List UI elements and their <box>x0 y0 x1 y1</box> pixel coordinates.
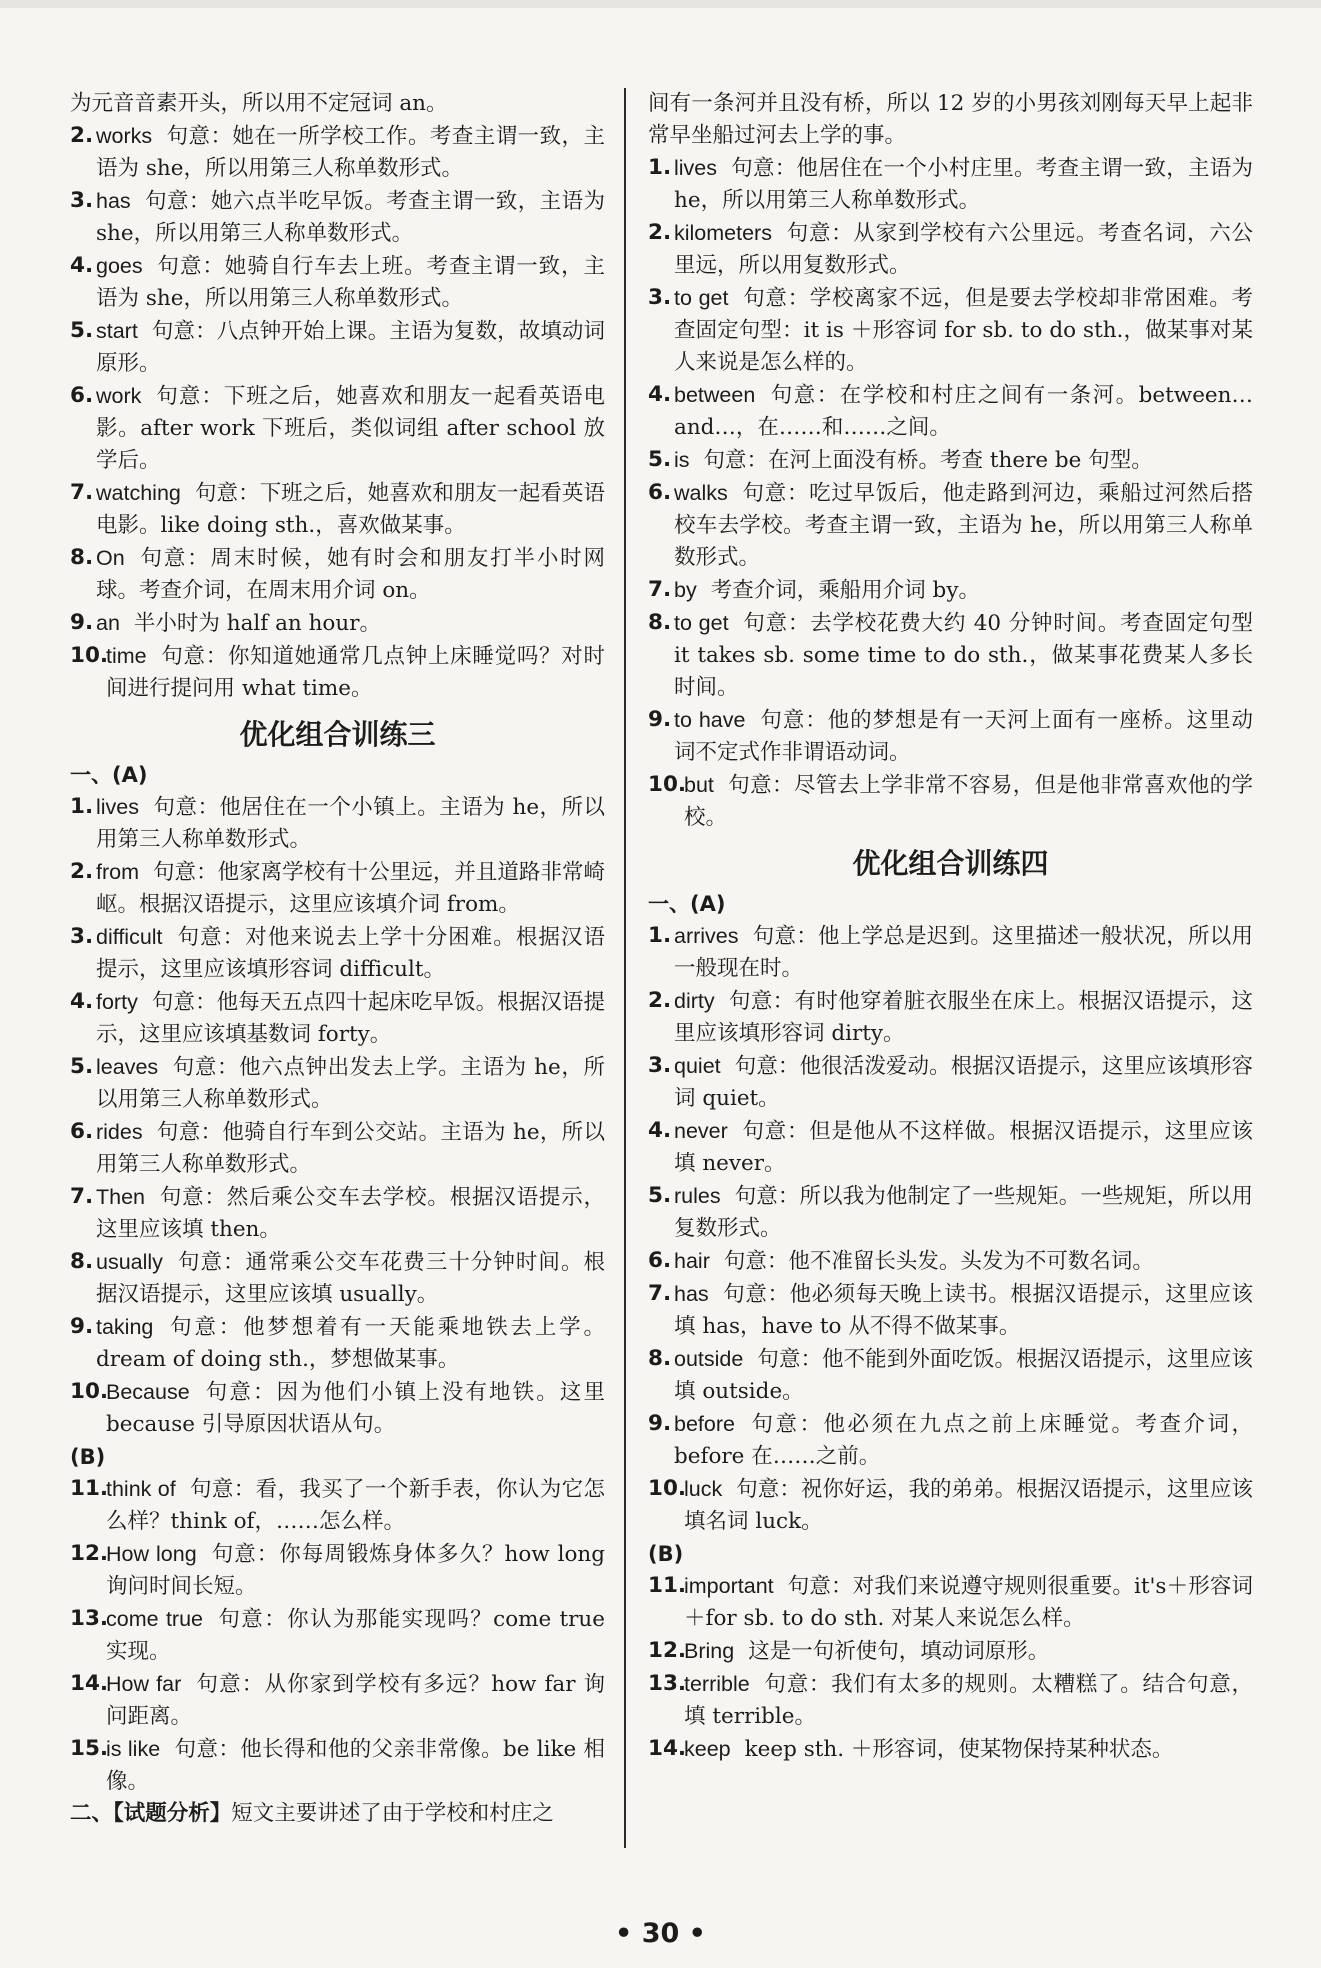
item-explanation: 句意：从你家到学校有多远？how far 询问距离。 <box>106 1672 606 1729</box>
item-number: 1. <box>70 794 94 819</box>
item-explanation: 句意：你知道她通常几点钟上床睡觉吗？对时间进行提问用 what time。 <box>106 644 605 701</box>
item-number: 5. <box>648 447 672 472</box>
item-answer: important <box>684 1574 774 1598</box>
item-number: 10. <box>70 643 109 668</box>
page-top-edge <box>0 0 1321 8</box>
item-answer: works <box>96 124 153 148</box>
answer-item <box>70 120 605 185</box>
answer-item <box>70 1246 605 1311</box>
item-explanation: 句意：她六点半吃早饭。考查主谓一致，主语为 she，所以用第三人称单数形式。 <box>96 189 605 246</box>
page-number: • 30 • <box>615 1918 706 1949</box>
answer-item <box>648 920 1253 985</box>
answer-item <box>648 1343 1253 1408</box>
item-explanation: 句意：去学校花费大约 40 分钟时间。考查固定句型 it takes sb. some time to do sth.，做某事花费某人多长时间。 <box>674 611 1254 700</box>
answer-item <box>70 542 605 607</box>
item-number: 4. <box>70 253 94 278</box>
item-number: 9. <box>648 707 672 732</box>
item-answer: Then <box>96 1185 146 1209</box>
item-explanation: 句意：他骑自行车到公交站。主语为 he，所以用第三人称单数形式。 <box>96 1120 605 1177</box>
answer-list-3a <box>70 791 605 1441</box>
item-answer: Bring <box>684 1639 735 1663</box>
item-answer: to get <box>674 286 729 310</box>
answer-item <box>648 1473 1253 1538</box>
item-answer: quiet <box>674 1054 721 1078</box>
item-explanation: 句意：他家离学校有十公里远，并且道路非常崎岖。根据汉语提示，这里应该填介词 from。 <box>96 860 605 917</box>
item-answer: goes <box>96 254 143 278</box>
item-explanation: 句意：对我们来说遵守规则很重要。it's＋形容词＋for sb. to do sth. 对某人来说怎么样。 <box>684 1574 1253 1631</box>
left-column <box>70 88 605 1830</box>
item-number: 8. <box>648 1346 672 1371</box>
item-explanation: 句意：他每天五点四十起床吃早饭。根据汉语提示，这里应该填基数词 forty。 <box>96 990 605 1047</box>
item-number: 3. <box>70 188 94 213</box>
item-answer: keep <box>684 1737 731 1761</box>
answer-item <box>648 1635 1253 1668</box>
answer-item <box>70 1051 605 1116</box>
item-number: 14. <box>648 1736 687 1761</box>
item-number: 10. <box>648 772 687 797</box>
item-number: 10. <box>648 1476 687 1501</box>
section-b-heading: (B) <box>70 1445 106 1469</box>
item-answer: walks <box>674 481 728 505</box>
answer-item <box>70 1733 605 1798</box>
answer-item <box>648 1115 1253 1180</box>
item-explanation: 考查介词，乘船用介词 by。 <box>710 578 980 603</box>
left-intro-text: 为元音音素开头，所以用不定冠词 an。 <box>70 91 448 116</box>
item-answer: dirty <box>674 989 715 1013</box>
answer-list-3-part2 <box>648 152 1253 834</box>
analysis-paragraph <box>70 1798 605 1830</box>
item-explanation: 句意：看，我买了一个新手表，你认为它怎么样？think of，……怎么样。 <box>106 1477 605 1534</box>
right-intro-text: 间有一条河并且没有桥，所以 12 岁的小男孩刘刚每天早上起非常早坐船过河去上学的事。 <box>648 91 1253 148</box>
item-answer: outside <box>674 1347 744 1371</box>
item-explanation: 这是一句祈使句，填动词原形。 <box>748 1639 1050 1664</box>
answer-item <box>648 282 1253 379</box>
item-answer: to have <box>674 708 746 732</box>
answer-item <box>70 477 605 542</box>
item-answer: come true <box>106 1607 203 1631</box>
analysis-text: 短文主要讲述了由于学校和村庄之 <box>231 1801 554 1826</box>
answer-item <box>648 607 1253 704</box>
item-answer: never <box>674 1119 728 1143</box>
answer-item <box>648 1408 1253 1473</box>
item-answer: usually <box>96 1250 163 1274</box>
item-explanation: 句意：然后乘公交车去学校。根据汉语提示，这里应该填 then。 <box>96 1185 605 1242</box>
item-explanation: 句意：周末时候，她有时会和朋友打半小时网球。考查介词，在周末用介词 on。 <box>96 546 605 603</box>
item-explanation: 句意：他上学总是迟到。这里描述一般状况，所以用一般现在时。 <box>674 924 1253 981</box>
item-number: 10. <box>70 1379 109 1404</box>
item-explanation: 句意：因为他们小镇上没有地铁。这里 because 引导原因状语从句。 <box>106 1380 605 1437</box>
answer-item <box>648 1668 1253 1733</box>
item-explanation: 句意：八点钟开始上课。主语为复数，故填动词原形。 <box>96 319 605 376</box>
item-number: 12. <box>70 1541 109 1566</box>
answer-item <box>648 1245 1253 1278</box>
item-answer: On <box>96 546 125 570</box>
item-explanation: 句意：他的梦想是有一天河上面有一座桥。这里动词不定式作非谓语动词。 <box>674 708 1253 765</box>
item-number: 4. <box>70 989 94 1014</box>
answer-item <box>648 477 1253 574</box>
answer-item <box>70 250 605 315</box>
item-answer: difficult <box>96 925 163 949</box>
item-answer: has <box>96 189 131 213</box>
item-answer: is like <box>106 1737 161 1761</box>
item-answer: is <box>674 448 690 472</box>
answer-item <box>70 791 605 856</box>
item-number: 13. <box>648 1671 687 1696</box>
item-explanation: 句意：他不能到外面吃饭。根据汉语提示，这里应该填 outside。 <box>674 1347 1253 1404</box>
item-number: 6. <box>70 383 94 408</box>
item-explanation: 句意：从家到学校有六公里远。考查名词，六公里远，所以用复数形式。 <box>674 221 1253 278</box>
item-answer: hair <box>674 1249 710 1273</box>
item-answer: from <box>96 860 139 884</box>
column-divider <box>624 88 626 1848</box>
answer-item <box>648 985 1253 1050</box>
answer-item <box>648 1570 1253 1635</box>
item-number: 11. <box>648 1573 687 1598</box>
answer-list-3b <box>70 1473 605 1798</box>
answer-item <box>70 1116 605 1181</box>
item-answer: How far <box>106 1672 182 1696</box>
item-explanation: 句意：你每周锻炼身体多久？how long 询问时间长短。 <box>106 1542 605 1599</box>
answer-item <box>70 1181 605 1246</box>
item-explanation: 句意：祝你好运，我的弟弟。根据汉语提示，这里应该填名词 luck。 <box>684 1477 1253 1534</box>
item-explanation: 句意：在河上面没有桥。考查 there be 句型。 <box>703 448 1153 473</box>
answer-item <box>648 574 1253 607</box>
item-explanation: 句意：你认为那能实现吗？come true 实现。 <box>106 1607 605 1664</box>
item-number: 1. <box>648 923 672 948</box>
answer-item <box>648 1278 1253 1343</box>
item-number: 7. <box>648 1281 672 1306</box>
answer-list-4a <box>648 920 1253 1538</box>
item-explanation: 句意：他长得和他的父亲非常像。be like 相像。 <box>106 1737 605 1794</box>
item-answer: by <box>674 578 697 602</box>
item-number: 5. <box>648 1183 672 1208</box>
item-explanation: 句意：下班之后，她喜欢和朋友一起看英语电影。like doing sth.，喜欢做某事。 <box>96 481 605 538</box>
item-number: 3. <box>648 285 672 310</box>
item-answer: work <box>96 384 142 408</box>
answer-item <box>648 1180 1253 1245</box>
item-number: 13. <box>70 1606 109 1631</box>
item-answer: forty <box>96 990 138 1014</box>
item-answer: rides <box>96 1120 143 1144</box>
item-answer: arrives <box>674 924 739 948</box>
answer-item <box>70 986 605 1051</box>
item-answer: but <box>684 773 714 797</box>
answer-item <box>70 1538 605 1603</box>
item-answer: leaves <box>96 1055 159 1079</box>
item-explanation: 句意：对他来说去上学十分困难。根据汉语提示，这里应该填形容词 difficult。 <box>96 925 605 982</box>
right-column <box>648 88 1253 1766</box>
answer-item <box>70 640 605 705</box>
item-number: 7. <box>70 480 94 505</box>
section-a-heading-4: 一、(A) <box>648 892 726 916</box>
answer-item <box>70 315 605 380</box>
item-number: 2. <box>70 859 94 884</box>
answer-item <box>70 1473 605 1538</box>
item-number: 8. <box>70 1249 94 1274</box>
item-explanation: 句意：下班之后，她喜欢和朋友一起看英语电影。after work 下班后，类似词组 after school 放学后。 <box>96 384 605 473</box>
section-title-4: 优化组合训练四 <box>852 847 1049 880</box>
section-a-heading: 一、(A) <box>70 763 148 787</box>
item-answer: watching <box>96 481 181 505</box>
item-explanation: 句意：在学校和村庄之间有一条河。between…and…，在……和……之间。 <box>674 383 1253 440</box>
item-answer: think of <box>106 1477 176 1501</box>
item-explanation: 句意：他不准留长头发。头发为不可数名词。 <box>723 1249 1154 1274</box>
answer-item <box>70 607 605 640</box>
item-number: 9. <box>648 1411 672 1436</box>
item-number: 5. <box>70 1054 94 1079</box>
item-explanation: 句意：他很活泼爱动。根据汉语提示，这里应该填形容词 quiet。 <box>674 1054 1253 1111</box>
item-answer: How long <box>106 1542 197 1566</box>
answer-item <box>648 1733 1253 1766</box>
item-answer: time <box>106 644 147 668</box>
item-number: 5. <box>70 318 94 343</box>
item-answer: terrible <box>684 1672 750 1696</box>
item-number: 8. <box>648 610 672 635</box>
section-title-3: 优化组合训练三 <box>239 718 436 751</box>
item-number: 4. <box>648 1118 672 1143</box>
answer-item <box>70 1603 605 1668</box>
item-explanation: 句意：但是他从不这样做。根据汉语提示，这里应该填 never。 <box>674 1119 1253 1176</box>
item-explanation: 句意：他必须在九点之前上床睡觉。考查介词，before 在……之前。 <box>674 1412 1253 1469</box>
item-number: 6. <box>70 1119 94 1144</box>
item-explanation: 句意：尽管去上学非常不容易，但是他非常喜欢他的学校。 <box>684 773 1253 830</box>
item-explanation: 句意：他六点钟出发去上学。主语为 he，所以用第三人称单数形式。 <box>96 1055 605 1112</box>
item-explanation: 句意：他梦想着有一天能乘地铁去上学。dream of doing sth.，梦想做某事。 <box>96 1315 605 1372</box>
item-explanation: 句意：吃过早饭后，他走路到河边，乘船过河然后搭校车去学校。考查主谓一致，主语为 he，所以用第三人称单数形式。 <box>674 481 1253 570</box>
item-answer: to get <box>674 611 729 635</box>
section-b-heading-4: (B) <box>648 1542 684 1566</box>
item-explanation: 半小时为 half an hour。 <box>133 611 382 636</box>
answer-item <box>70 380 605 477</box>
item-answer: lives <box>674 156 718 180</box>
answer-item <box>70 856 605 921</box>
analysis-label: 【试题分析】 <box>113 1801 232 1826</box>
item-explanation: 句意：我们有太多的规则。太糟糕了。结合句意，填 terrible。 <box>684 1672 1253 1729</box>
item-number: 14. <box>70 1671 109 1696</box>
item-answer: has <box>674 1282 709 1306</box>
item-number: 11. <box>70 1476 109 1501</box>
item-number: 7. <box>70 1184 94 1209</box>
answer-item <box>648 444 1253 477</box>
item-answer: between <box>674 383 756 407</box>
item-number: 1. <box>648 155 672 180</box>
item-number: 6. <box>648 1248 672 1273</box>
item-number: 3. <box>648 1053 672 1078</box>
item-explanation: 句意：通常乘公交车花费三十分钟时间。根据汉语提示，这里应该填 usually。 <box>96 1250 605 1307</box>
answer-item <box>648 769 1253 834</box>
answer-item <box>70 185 605 250</box>
item-explanation: 句意：学校离家不远，但是要去学校却非常困难。考查固定句型：it is ＋形容词 for sb. to do sth.，做某事对某人来说是怎么样的。 <box>674 286 1253 375</box>
answer-list-prev <box>70 120 605 705</box>
answer-item <box>70 921 605 986</box>
item-answer: luck <box>684 1477 723 1501</box>
answer-item <box>70 1376 605 1441</box>
answer-item <box>70 1668 605 1733</box>
item-answer: an <box>96 611 120 635</box>
item-number: 6. <box>648 480 672 505</box>
answer-item <box>648 152 1253 217</box>
item-explanation: 句意：有时他穿着脏衣服坐在床上。根据汉语提示，这里应该填形容词 dirty。 <box>674 989 1253 1046</box>
answer-item <box>70 1311 605 1376</box>
item-number: 2. <box>70 123 94 148</box>
item-answer: lives <box>96 795 140 819</box>
item-answer: start <box>96 319 138 343</box>
answer-item <box>648 1050 1253 1115</box>
item-number: 9. <box>70 1314 94 1339</box>
item-answer: kilometers <box>674 221 772 245</box>
answer-item <box>648 704 1253 769</box>
item-number: 2. <box>648 988 672 1013</box>
item-explanation: 句意：他居住在一个小村庄里。考查主谓一致，主语为 he，所以用第三人称单数形式。 <box>674 156 1253 213</box>
item-explanation: 句意：他居住在一个小镇上。主语为 he，所以用第三人称单数形式。 <box>96 795 605 852</box>
item-explanation: keep sth. ＋形容词，使某物保持某种状态。 <box>744 1737 1174 1762</box>
answer-item <box>648 217 1253 282</box>
item-answer: rules <box>674 1184 721 1208</box>
item-number: 15. <box>70 1736 109 1761</box>
item-number: 2. <box>648 220 672 245</box>
item-explanation: 句意：他必须每天晚上读书。根据汉语提示，这里应该填 has，have to 从不得不做某事。 <box>674 1282 1253 1339</box>
item-explanation: 句意：所以我为他制定了一些规矩。一些规矩，所以用复数形式。 <box>674 1184 1253 1241</box>
item-explanation: 句意：她骑自行车去上班。考查主谓一致，主语为 she，所以用第三人称单数形式。 <box>96 254 605 311</box>
answer-item <box>648 379 1253 444</box>
item-answer: before <box>674 1412 735 1436</box>
answer-list-4b <box>648 1570 1253 1766</box>
analysis-prefix: 二、 <box>70 1801 114 1826</box>
item-answer: taking <box>96 1315 154 1339</box>
item-number: 12. <box>648 1638 687 1663</box>
item-explanation: 句意：她在一所学校工作。考查主谓一致，主语为 she，所以用第三人称单数形式。 <box>96 124 605 181</box>
item-answer: Because <box>106 1380 190 1404</box>
item-number: 3. <box>70 924 94 949</box>
item-number: 9. <box>70 610 94 635</box>
item-number: 8. <box>70 545 94 570</box>
item-number: 7. <box>648 577 672 602</box>
item-number: 4. <box>648 382 672 407</box>
